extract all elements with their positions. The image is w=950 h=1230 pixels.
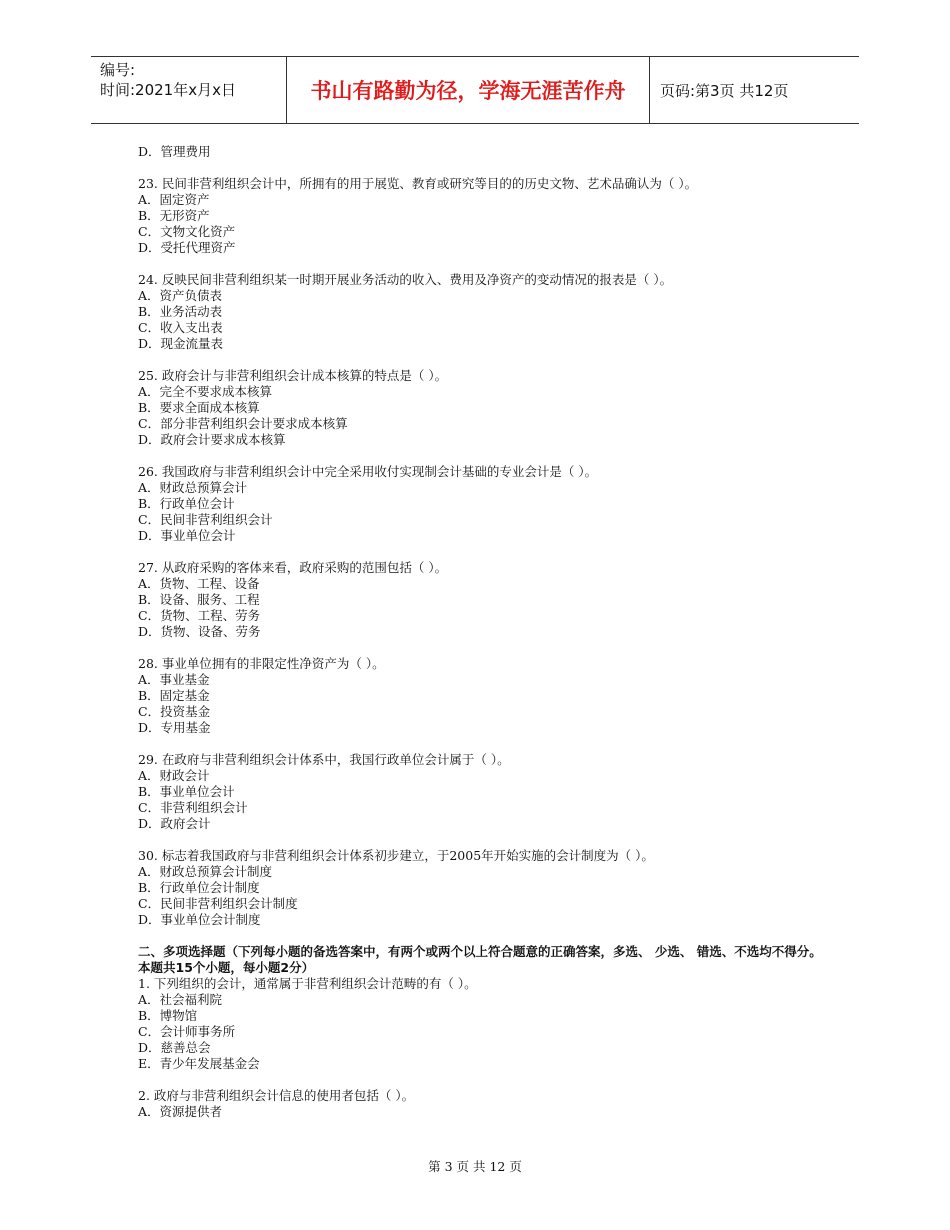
question-option: A．社会福利院 [138,992,223,1007]
header-motto: 书山有路勤为径，学海无涯苦作舟 [286,57,650,123]
header-meta [91,57,286,123]
question-option: A．财政会计 [138,768,210,783]
question-option: C．非营利组织会计 [138,800,248,815]
question-option: B．设备、服务、工程 [138,592,260,607]
question-option: C．收入支出表 [138,320,223,335]
question-option: C．投资基金 [138,704,211,719]
question-option: B．固定基金 [138,688,210,703]
page-header [91,56,859,124]
question-option: A．货物、工程、设备 [138,576,260,591]
header-page-label: 页码:第3页 共12页 [660,81,789,100]
question-stem: 27. 从政府采购的客体来看，政府采购的范围包括（ ）。 [138,560,448,575]
question-stem: 23. 民间非营利组织会计中，所拥有的用于展览、教育或研究等目的的历史文物、艺术品确认为（ ）。 [138,176,698,191]
question-stem: 2. 政府与非营利组织会计信息的使用者包括（ ）。 [138,1088,415,1103]
question-option: B．事业单位会计 [138,784,235,799]
question-option: C．民间非营利组织会计 [138,512,273,527]
question-option: B．行政单位会计 [138,496,235,511]
question-option: D．政府会计要求成本核算 [138,432,286,447]
question-option: D．政府会计 [138,816,211,831]
question-option: D．现金流量表 [138,336,224,351]
question-stem: 29. 在政府与非营利组织会计体系中，我国行政单位会计属于（ ）。 [138,752,510,767]
question-stem: 30. 标志着我国政府与非营利组织会计体系初步建立，于2005年开始实施的会计制度为（ ）。 [138,848,654,863]
question-option: B．无形资产 [138,208,210,223]
question-option: D．事业单位会计制度 [138,912,261,927]
question-option: A．资产负债表 [138,288,223,303]
question-option: B．业务活动表 [138,304,223,319]
question-option: C．货物、工程、劳务 [138,608,261,623]
question-stem: 24. 反映民间非营利组织某一时期开展业务活动的收入、费用及净资产的变动情况的报表是（ ）。 [138,272,673,287]
question-option: E．青少年发展基金会 [138,1056,260,1071]
question-option: A．资源提供者 [138,1104,223,1119]
question-option: A．财政总预算会计制度 [138,864,273,879]
serial-label: 编号: [100,61,136,79]
question-option: C．会计师事务所 [138,1024,236,1039]
question-option: A．财政总预算会计 [138,480,248,495]
question-option: C．文物文化资产 [138,224,236,239]
question-option: D．事业单位会计 [138,528,236,543]
question-option: D．专用基金 [138,720,211,735]
question-stem: 28. 事业单位拥有的非限定性净资产为（ ）。 [138,656,385,671]
question-option: D．货物、设备、劳务 [138,624,261,639]
question-option: C．部分非营利组织会计要求成本核算 [138,416,348,431]
document-body [138,144,828,1120]
question-option: A．完全不要求成本核算 [138,384,273,399]
question-option: C．民间非营利组织会计制度 [138,896,298,911]
question-option: B．行政单位会计制度 [138,880,260,895]
question-option: D．受托代理资产 [138,240,236,255]
lead-option: D．管理费用 [138,144,211,159]
question-stem: 26. 我国政府与非营利组织会计中完全采用收付实现制会计基础的专业会计是（ ）。 [138,464,598,479]
question-option: A．事业基金 [138,672,210,687]
question-option: B．博物馆 [138,1008,198,1023]
page-footer: 第 3 页 共 12 页 [428,1159,522,1174]
question-stem: 1. 下列组织的会计，通常属于非营利组织会计范畴的有（ ）。 [138,976,477,991]
question-option: B．要求全面成本核算 [138,400,260,415]
section-title: 二、多项选择题（下列每小题的备选答案中，有两个或两个以上符合题意的正确答案，多选、 少选、 错选、不选均不得分。本题共15个小题，每小题2分） [138,944,822,975]
question-option: D．慈善总会 [138,1040,211,1055]
question-stem: 25. 政府会计与非营利组织会计成本核算的特点是（ ）。 [138,368,448,383]
time-label: 时间:2021年x月x日 [100,81,236,99]
question-option: A．固定资产 [138,192,210,207]
